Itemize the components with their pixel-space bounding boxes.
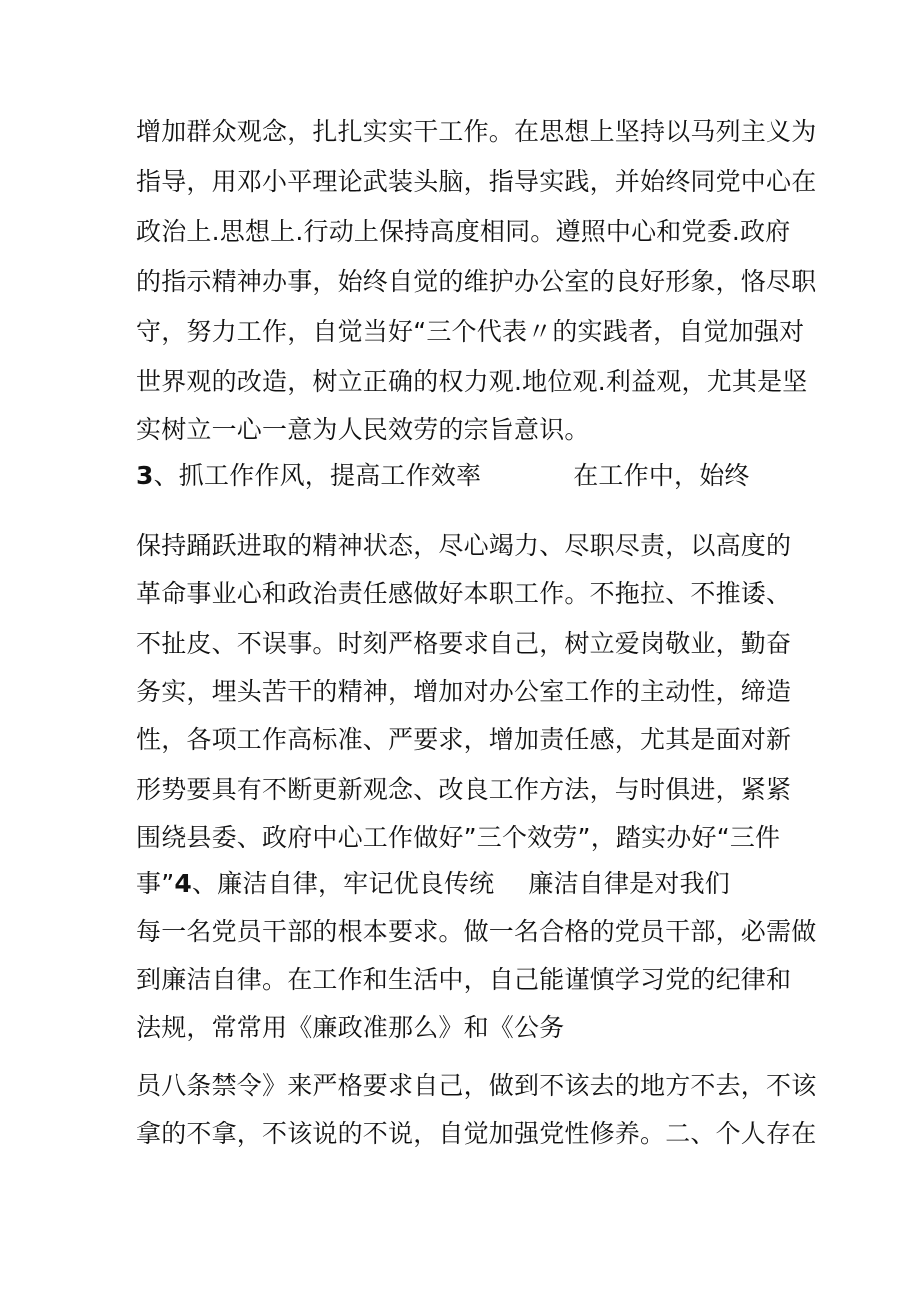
body-line-18: 员八条禁令》来严格要求自己，做到不该去的地方不去，不该 bbox=[136, 1071, 817, 1100]
section-prefix: 事” bbox=[136, 869, 175, 898]
body-line-13: 形势要具有不断更新观念、改良工作方法，与时俱进，紧紧 bbox=[136, 775, 792, 804]
body-line-1: 增加群众观念，扎扎实实干工作。在思想上坚持以马列主义为 bbox=[136, 117, 817, 146]
section-number: 3 bbox=[136, 461, 154, 490]
section-heading-4 bbox=[136, 868, 796, 900]
body-line-3: 政治上.思想上.行动上保持高度相同。遵照中心和党委.政府 bbox=[136, 217, 791, 246]
body-line-15: 每一名党员干部的根本要求。做一名合格的党员干部，必需做 bbox=[136, 917, 817, 946]
section-heading-3 bbox=[136, 460, 796, 492]
body-line-2: 指导，用邓小平理论武装头脑，指导实践，并始终同党中心在 bbox=[136, 167, 817, 196]
body-line-19: 拿的不拿，不该说的不说，自觉加强党性修养。二、个人存在 bbox=[136, 1119, 817, 1148]
body-line-6: 世界观的改造，树立正确的权力观.地位观.利益观，尤其是坚 bbox=[136, 367, 808, 396]
body-line-17: 法规，常常用《廉政准那么》和《公务 bbox=[136, 1013, 565, 1042]
body-line-11: 务实，埋头苦干的精神，增加对办公室工作的主动性，缔造 bbox=[136, 677, 792, 706]
body-line-8: 保持踊跃进取的精神状态，尽心竭力、尽职尽责，以高度的 bbox=[136, 531, 792, 560]
body-line-12: 性，各项工作高标准、严要求，增加责任感，尤其是面对新 bbox=[136, 725, 792, 754]
body-line-5: 守，努力工作，自觉当好“三个代表〃的实践者，自觉加强对 bbox=[136, 317, 805, 346]
body-line-7: 实树立一心一意为人民效劳的宗旨意识。 bbox=[136, 415, 590, 444]
body-line-10: 不扯皮、不误事。时刻严格要求自己，树立爱岗敬业，勤奋 bbox=[136, 629, 792, 658]
section-title: 、廉洁自律，牢记优良传统 bbox=[191, 869, 495, 898]
body-line-14: 围绕县委、政府中心工作做好”三个效劳”，踏实办好“三件 bbox=[136, 823, 781, 852]
body-line-16: 到廉洁自律。在工作和生活中，自己能谨慎学习党的纪律和 bbox=[136, 965, 792, 994]
section-title: 、抓工作作风，提高工作效率 bbox=[153, 461, 482, 490]
section-lead-text: 廉洁自律是对我们 bbox=[528, 869, 730, 898]
body-line-9: 革命事业心和政治责任感做好本职工作。不拖拉、不推诿、 bbox=[136, 579, 792, 608]
section-lead-text: 在工作中，始终 bbox=[573, 461, 750, 490]
section-number: 4 bbox=[174, 869, 192, 898]
body-line-4: 的指示精神办事，始终自觉的维护办公室的良好形象，恪尽职 bbox=[136, 267, 817, 296]
